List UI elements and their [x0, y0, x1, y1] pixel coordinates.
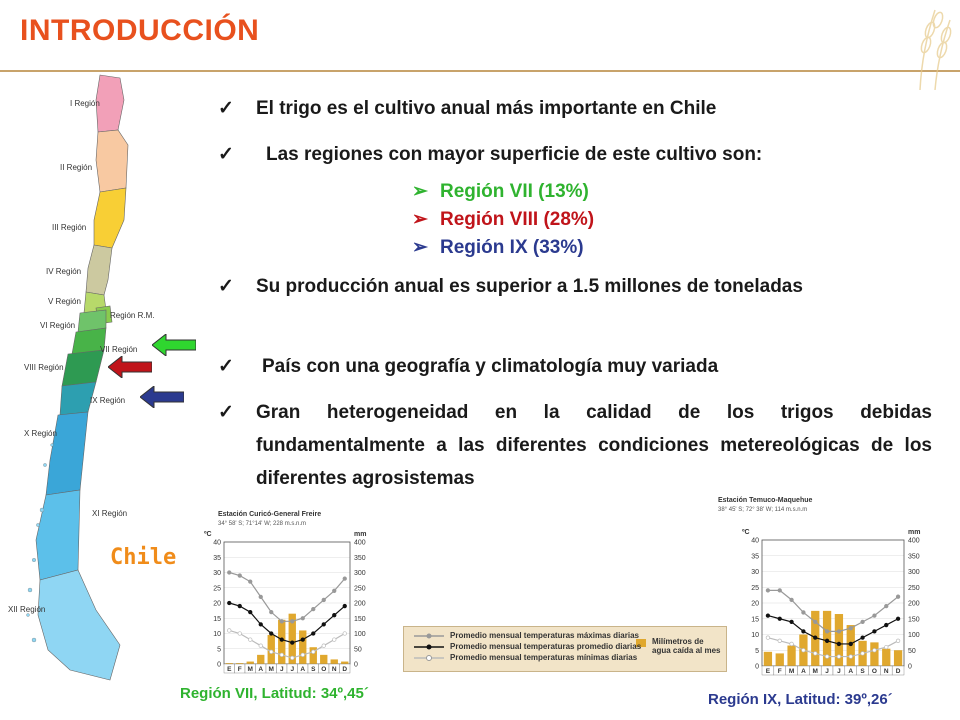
- climate-chart-vii: [200, 506, 400, 674]
- series-point: [837, 642, 841, 646]
- x-tick: M: [247, 666, 253, 673]
- y-left-tick: 25: [213, 585, 221, 593]
- region-xii-shape: [38, 570, 120, 680]
- series-point: [849, 626, 853, 630]
- series-point: [311, 607, 315, 611]
- chart-subtitle: 38° 45' S; 72° 38' W; 114 m.s.n.m: [718, 507, 808, 513]
- series-point: [301, 638, 305, 642]
- region-viii-shape: [62, 350, 104, 386]
- x-tick: A: [258, 666, 264, 673]
- x-tick: S: [311, 666, 316, 673]
- series-point: [861, 620, 865, 624]
- sub-item-label: Región VIII (28%): [440, 209, 595, 230]
- check-icon: ✓: [218, 356, 234, 377]
- y-left-tick: 35: [751, 553, 759, 561]
- series-point: [813, 636, 817, 640]
- series-point: [813, 620, 817, 624]
- rain-bar: [299, 630, 306, 664]
- country-label: Chile: [110, 545, 177, 570]
- y-right-tick: 200: [908, 600, 920, 608]
- series-point: [269, 632, 273, 636]
- sub-item-vii: [412, 179, 589, 205]
- y-right-tick: 400: [908, 537, 920, 545]
- y-left-tick: 35: [213, 554, 221, 562]
- check-icon: ✓: [218, 276, 234, 297]
- bullet-text: Las regiones con mayor superficie de este cultivo son:: [266, 144, 763, 165]
- series-point: [825, 639, 829, 643]
- series-point: [227, 629, 231, 633]
- series-point: [332, 589, 336, 593]
- series-point: [322, 598, 326, 602]
- x-tick: S: [860, 668, 865, 675]
- y-right-tick: 250: [908, 584, 920, 592]
- y-left-tick: 20: [213, 600, 221, 608]
- map-label-v: V Región: [48, 297, 81, 306]
- series-point: [311, 650, 315, 654]
- arrowhead-icon: ➢: [412, 209, 428, 230]
- region-iii-shape: [94, 188, 126, 248]
- series-point: [301, 653, 305, 657]
- series-point: [790, 642, 794, 646]
- series-point: [873, 614, 877, 618]
- legend-max: Promedio mensual temperaturas máximas diarias: [450, 631, 639, 640]
- map-label-xi: XI Región: [92, 509, 128, 518]
- x-tick: A: [848, 668, 854, 675]
- series-point: [896, 639, 900, 643]
- series-point: [248, 610, 252, 614]
- series-line: [768, 616, 898, 644]
- rain-bar: [870, 642, 878, 666]
- series-point: [248, 580, 252, 584]
- y-right-tick: 300: [908, 569, 920, 576]
- map-label-vi: VI Región: [40, 321, 76, 330]
- y-left-tick: 15: [751, 616, 759, 624]
- y-right-tick: 0: [354, 661, 358, 669]
- series-point: [778, 589, 782, 593]
- series-point: [873, 648, 877, 652]
- chart-subtitle: 34° 58' S; 71°14' W; 228 m.s.n.m: [218, 521, 307, 527]
- series-point: [813, 652, 817, 656]
- region-x-shape: [46, 412, 88, 495]
- arrow-region-ix: [140, 386, 184, 408]
- y-right-tick: 100: [354, 631, 366, 638]
- map-label-viii: VIII Región: [24, 363, 64, 372]
- arrow-region-vii: [152, 334, 196, 356]
- series-point: [259, 623, 263, 627]
- map-label-xii: XII Región: [8, 605, 46, 614]
- x-tick: M: [812, 668, 818, 675]
- y-right-tick: 300: [354, 570, 366, 577]
- x-tick: D: [342, 666, 348, 673]
- y-right-label: mm: [908, 529, 921, 536]
- series-line: [229, 573, 345, 622]
- series-point: [259, 595, 263, 599]
- series-point: [849, 655, 853, 659]
- map-label-rm: Región R.M.: [110, 311, 155, 320]
- rain-bar: [257, 655, 264, 664]
- y-left-tick: 5: [755, 647, 759, 655]
- series-point: [290, 620, 294, 624]
- region-i-shape: [96, 75, 124, 132]
- series-point: [884, 645, 888, 649]
- sub-item-label: Región VII (13%): [440, 181, 589, 202]
- x-tick: A: [300, 666, 306, 673]
- x-tick: N: [331, 666, 337, 673]
- series-point: [837, 630, 841, 634]
- y-right-tick: 100: [908, 632, 920, 639]
- y-left-tick: 15: [213, 615, 221, 623]
- series-point: [227, 571, 231, 575]
- x-tick: F: [237, 666, 242, 673]
- y-right-tick: 400: [354, 539, 366, 547]
- rain-bar: [787, 646, 795, 666]
- series-point: [269, 650, 273, 654]
- y-right-tick: 150: [354, 615, 366, 623]
- wheat-icon: [880, 0, 960, 90]
- y-right-label: mm: [354, 531, 367, 538]
- check-icon: ✓: [218, 144, 234, 165]
- chart-title: Estación Temuco-Maquehue: [718, 497, 813, 504]
- chart-legend: [403, 626, 727, 672]
- series-point: [849, 642, 853, 646]
- x-tick: J: [290, 666, 295, 673]
- caption-region-ix: Región IX, Latitud: 39º,26´: [708, 691, 893, 708]
- y-right-tick: 50: [354, 646, 362, 654]
- series-point: [290, 656, 294, 660]
- series-point: [861, 652, 865, 656]
- rain-bar: [882, 649, 890, 666]
- series-point: [248, 638, 252, 642]
- y-left-tick: 30: [751, 569, 759, 576]
- y-left-tick: 40: [213, 539, 221, 547]
- series-point: [790, 620, 794, 624]
- map-label-ii: II Región: [60, 163, 93, 172]
- chile-map: [0, 70, 200, 690]
- series-point: [332, 638, 336, 642]
- climate-chart-ix: [716, 492, 928, 682]
- map-label-ix: IX Región: [90, 396, 126, 405]
- series-point: [896, 595, 900, 599]
- x-tick: J: [825, 668, 829, 675]
- y-left-tick: 0: [217, 661, 221, 669]
- series-point: [238, 574, 242, 578]
- y-left-tick: 25: [751, 584, 759, 592]
- legend-rain: Milímetros de agua caída al mes: [652, 637, 721, 655]
- arrowhead-icon: ➢: [412, 181, 428, 202]
- map-label-i: I Región: [70, 99, 100, 108]
- bullet-item: [212, 92, 932, 125]
- bullet-item: [212, 270, 932, 303]
- series-point: [873, 630, 877, 634]
- y-right-tick: 200: [354, 600, 366, 608]
- y-left-tick: 5: [217, 646, 221, 654]
- y-right-tick: 150: [908, 616, 920, 624]
- x-tick: E: [765, 668, 771, 675]
- x-tick: A: [801, 668, 806, 675]
- series-line: [229, 603, 345, 643]
- rain-bar: [268, 635, 275, 664]
- y-left-tick: 10: [751, 632, 759, 639]
- y-left-tick: 0: [755, 663, 759, 671]
- series-point: [766, 589, 770, 593]
- series-point: [766, 614, 770, 618]
- series-point: [802, 648, 806, 652]
- rain-bar: [894, 650, 902, 666]
- y-right-tick: 250: [354, 585, 366, 593]
- series-point: [825, 630, 829, 634]
- legend-min: Promedio mensual temperaturas mínimas diarias: [450, 653, 638, 662]
- series-point: [238, 604, 242, 608]
- region-xi-shape: [36, 490, 80, 580]
- series-point: [837, 655, 841, 659]
- x-tick: E: [227, 666, 232, 673]
- x-tick: M: [788, 668, 795, 675]
- bullet-item: [212, 350, 932, 383]
- series-point: [301, 616, 305, 620]
- chart-title: Estación Curicó-General Freire: [218, 511, 322, 518]
- x-tick: N: [883, 668, 889, 675]
- map-label-x: X Región: [24, 429, 57, 438]
- y-right-tick: 0: [908, 663, 912, 671]
- series-point: [290, 641, 294, 645]
- series-point: [802, 630, 806, 634]
- y-left-label: ºC: [742, 529, 750, 536]
- series-point: [884, 623, 888, 627]
- sub-item-ix: [412, 235, 584, 261]
- caption-region-vii: Región VII, Latitud: 34º,45´: [180, 685, 369, 702]
- y-left-tick: 30: [213, 570, 221, 577]
- rain-bar: [247, 662, 254, 664]
- y-left-tick: 40: [751, 537, 759, 545]
- series-point: [778, 639, 782, 643]
- region-ii-shape: [96, 130, 128, 192]
- y-left-label: ºC: [204, 531, 212, 538]
- y-right-tick: 50: [908, 647, 916, 655]
- bullet-item: [212, 396, 932, 495]
- sub-item-viii: [412, 207, 594, 233]
- bullet-item: [212, 138, 932, 171]
- series-point: [343, 604, 347, 608]
- legend-avg: Promedio mensual temperaturas promedio diarias: [450, 642, 642, 651]
- series-line: [768, 638, 898, 657]
- series-point: [790, 598, 794, 602]
- x-tick: M: [268, 666, 274, 673]
- series-point: [238, 632, 242, 636]
- y-right-tick: 350: [908, 553, 920, 561]
- rain-bar: [320, 655, 327, 664]
- series-point: [896, 617, 900, 621]
- series-line: [229, 630, 345, 657]
- series-point: [322, 623, 326, 627]
- arrowhead-icon: ➢: [412, 237, 428, 258]
- y-right-tick: 350: [354, 554, 366, 562]
- series-line: [768, 590, 898, 631]
- y-left-tick: 20: [751, 600, 759, 608]
- x-tick: O: [321, 666, 327, 673]
- rain-bar: [764, 652, 772, 666]
- map-label-iv: IV Región: [46, 267, 82, 276]
- series-point: [322, 644, 326, 648]
- series-point: [861, 636, 865, 640]
- series-point: [766, 636, 770, 640]
- series-point: [311, 632, 315, 636]
- series-point: [343, 632, 347, 636]
- series-point: [269, 610, 273, 614]
- bullet-text: Su producción anual es superior a 1.5 millones de toneladas: [256, 276, 803, 297]
- region-iv-shape: [86, 245, 112, 295]
- bullet-text: El trigo es el cultivo anual más importante en Chile: [256, 98, 717, 119]
- rain-bar: [331, 659, 338, 664]
- series-point: [280, 638, 284, 642]
- y-left-tick: 10: [213, 631, 221, 638]
- map-label-vii: VII Región: [100, 345, 138, 354]
- rain-bar: [278, 620, 285, 664]
- bullet-text: País con una geografía y climatología muy variada: [262, 356, 719, 377]
- series-point: [259, 644, 263, 648]
- series-point: [884, 604, 888, 608]
- check-icon: ✓: [218, 402, 234, 423]
- series-point: [227, 601, 231, 605]
- rain-bar: [776, 653, 784, 666]
- x-tick: F: [777, 668, 782, 675]
- x-tick: D: [895, 668, 901, 675]
- arrow-region-viii: [108, 356, 152, 378]
- x-tick: J: [279, 666, 284, 673]
- page-title: INTRODUCCIÓN: [20, 14, 260, 47]
- series-point: [778, 617, 782, 621]
- series-point: [343, 577, 347, 581]
- sub-item-label: Región IX (33%): [440, 237, 584, 258]
- series-point: [280, 620, 284, 624]
- bullet-text: Gran heterogeneidad en la calidad de los trigos debidas fundamentalmente a las diferentes condiciones metereológicas de los diferentes agrosistemas: [256, 402, 932, 489]
- rain-bar: [341, 662, 348, 664]
- series-point: [332, 613, 336, 617]
- x-tick: J: [837, 668, 841, 675]
- series-point: [802, 611, 806, 615]
- series-point: [280, 653, 284, 657]
- map-label-iii: III Región: [52, 223, 87, 232]
- check-icon: ✓: [218, 98, 234, 119]
- series-point: [825, 655, 829, 659]
- x-tick: O: [871, 668, 877, 675]
